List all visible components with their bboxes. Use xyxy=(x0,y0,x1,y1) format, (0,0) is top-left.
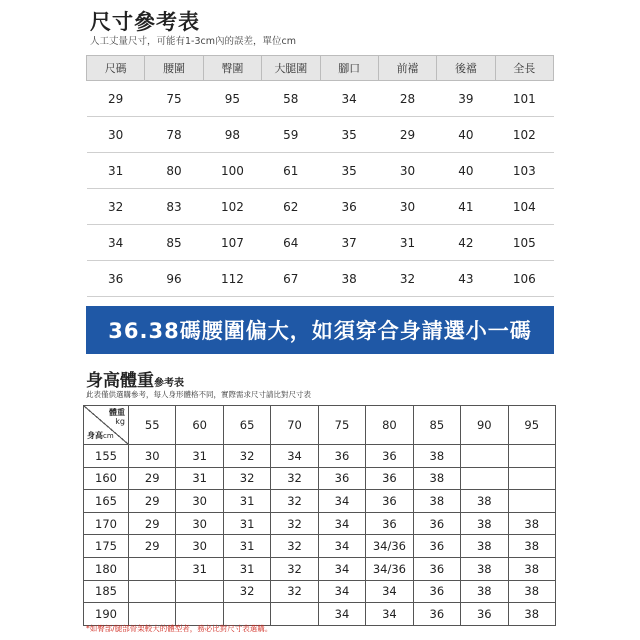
recommended-size-cell: 36 xyxy=(413,512,460,535)
recommended-size-cell: 38 xyxy=(508,603,556,626)
recommended-size-cell: 34 xyxy=(318,535,365,558)
size-cell: 106 xyxy=(495,261,553,297)
weight-column-header: 60 xyxy=(176,406,223,445)
size-cell: 75 xyxy=(145,81,203,117)
fit-footnote: *如臀部/腿部骨架較大的體型者，務必比對尺寸表選購。 xyxy=(86,624,273,633)
height-row xyxy=(84,580,556,603)
height-row-header: 190 xyxy=(84,603,129,626)
size-cell: 103 xyxy=(495,153,553,189)
size-column-header: 後襠 xyxy=(437,56,495,81)
size-row xyxy=(87,189,554,225)
recommended-size-cell: 36 xyxy=(366,467,413,490)
height-row-header: 165 xyxy=(84,490,129,513)
size-cell: 95 xyxy=(203,81,261,117)
size-cell: 41 xyxy=(437,189,495,225)
size-cell: 28 xyxy=(378,81,436,117)
size-cell: 30 xyxy=(87,117,145,153)
weight-column-header: 85 xyxy=(413,406,460,445)
size-cell: 105 xyxy=(495,225,553,261)
size-row xyxy=(87,261,554,297)
recommended-size-cell: 34 xyxy=(318,580,365,603)
size-cell: 35 xyxy=(320,117,378,153)
size-cell: 31 xyxy=(87,153,145,189)
size-chart-table xyxy=(86,55,554,333)
size-cell: 34 xyxy=(87,225,145,261)
recommended-size-cell: 36 xyxy=(318,467,365,490)
size-cell: 98 xyxy=(203,117,261,153)
recommended-size-cell xyxy=(129,580,176,603)
recommended-size-cell: 36 xyxy=(413,603,460,626)
weight-column-header: 55 xyxy=(129,406,176,445)
recommended-size-cell: 38 xyxy=(413,445,460,468)
size-cell: 101 xyxy=(495,81,553,117)
size-cell: 29 xyxy=(87,81,145,117)
recommended-size-cell: 32 xyxy=(271,467,318,490)
height-row-header: 170 xyxy=(84,512,129,535)
size-chart-title: 尺寸參考表 xyxy=(90,10,200,34)
size-column-header: 臀圍 xyxy=(203,56,261,81)
recommended-size-cell: 32 xyxy=(271,535,318,558)
recommended-size-cell: 38 xyxy=(508,512,556,535)
size-cell: 40 xyxy=(437,117,495,153)
recommended-size-cell xyxy=(461,445,508,468)
size-cell: 85 xyxy=(145,225,203,261)
height-row-header: 155 xyxy=(84,445,129,468)
size-cell: 37 xyxy=(320,225,378,261)
recommended-size-cell: 34 xyxy=(366,580,413,603)
size-column-header: 大腿圍 xyxy=(262,56,320,81)
size-cell: 30 xyxy=(378,189,436,225)
height-row xyxy=(84,490,556,513)
recommended-size-cell: 38 xyxy=(508,535,556,558)
recommended-size-cell: 38 xyxy=(461,580,508,603)
recommended-size-cell xyxy=(223,603,270,626)
size-chart-header-row xyxy=(87,56,554,81)
recommended-size-cell: 34 xyxy=(318,512,365,535)
recommended-size-cell: 30 xyxy=(176,535,223,558)
height-weight-title-suffix: 參考表 xyxy=(154,378,184,389)
recommended-size-cell: 32 xyxy=(271,512,318,535)
recommended-size-cell xyxy=(176,580,223,603)
size-cell: 62 xyxy=(262,189,320,225)
recommended-size-cell: 34/36 xyxy=(366,535,413,558)
height-weight-header-row xyxy=(84,406,556,445)
weight-column-header: 90 xyxy=(461,406,508,445)
size-cell: 35 xyxy=(320,153,378,189)
size-cell: 32 xyxy=(378,261,436,297)
recommended-size-cell: 31 xyxy=(223,490,270,513)
recommended-size-cell xyxy=(461,467,508,490)
recommended-size-cell: 32 xyxy=(271,580,318,603)
corner-height-label: 身高cm xyxy=(87,431,114,440)
size-cell: 59 xyxy=(262,117,320,153)
weight-column-header: 80 xyxy=(366,406,413,445)
corner-weight-label: 體重 kg xyxy=(109,408,125,426)
size-column-header: 前襠 xyxy=(378,56,436,81)
recommended-size-cell: 34 xyxy=(318,603,365,626)
size-cell: 43 xyxy=(437,261,495,297)
recommended-size-cell: 38 xyxy=(508,580,556,603)
recommended-size-cell: 29 xyxy=(129,467,176,490)
size-cell: 107 xyxy=(203,225,261,261)
size-cell: 30 xyxy=(378,153,436,189)
size-cell: 38 xyxy=(320,261,378,297)
size-cell: 58 xyxy=(262,81,320,117)
size-cell: 102 xyxy=(495,117,553,153)
size-row xyxy=(87,117,554,153)
size-cell: 36 xyxy=(87,261,145,297)
corner-header-cell xyxy=(84,406,129,445)
height-row xyxy=(84,535,556,558)
recommended-size-cell: 31 xyxy=(223,512,270,535)
size-cell: 83 xyxy=(145,189,203,225)
recommended-size-cell: 38 xyxy=(461,512,508,535)
size-cell: 40 xyxy=(437,153,495,189)
recommended-size-cell: 38 xyxy=(461,535,508,558)
height-row-header: 175 xyxy=(84,535,129,558)
height-weight-subtitle: 此表僅供選購參考，每人身形體格不同，實際需求尺寸請比對尺寸表 xyxy=(86,390,311,399)
recommended-size-cell: 31 xyxy=(176,445,223,468)
size-column-header: 腳口 xyxy=(320,56,378,81)
recommended-size-cell xyxy=(271,603,318,626)
size-cell: 78 xyxy=(145,117,203,153)
recommended-size-cell: 38 xyxy=(413,467,460,490)
size-cell: 100 xyxy=(203,153,261,189)
recommended-size-cell: 32 xyxy=(271,490,318,513)
size-cell: 67 xyxy=(262,261,320,297)
size-column-header: 全長 xyxy=(495,56,553,81)
size-cell: 96 xyxy=(145,261,203,297)
weight-column-header: 70 xyxy=(271,406,318,445)
recommended-size-cell xyxy=(508,490,556,513)
recommended-size-cell: 30 xyxy=(176,512,223,535)
recommended-size-cell: 34/36 xyxy=(366,557,413,580)
height-row xyxy=(84,512,556,535)
recommended-size-cell: 30 xyxy=(129,445,176,468)
recommended-size-cell: 29 xyxy=(129,490,176,513)
recommended-size-cell xyxy=(508,467,556,490)
recommended-size-cell: 31 xyxy=(223,535,270,558)
recommended-size-cell: 36 xyxy=(461,603,508,626)
recommended-size-cell: 29 xyxy=(129,535,176,558)
recommended-size-cell: 38 xyxy=(508,557,556,580)
recommended-size-cell: 32 xyxy=(271,557,318,580)
size-cell: 31 xyxy=(378,225,436,261)
recommended-size-cell: 38 xyxy=(461,490,508,513)
size-row xyxy=(87,81,554,117)
size-cell: 39 xyxy=(437,81,495,117)
size-cell: 36 xyxy=(320,189,378,225)
size-cell: 32 xyxy=(87,189,145,225)
size-cell: 42 xyxy=(437,225,495,261)
height-weight-title-main: 身高體重 xyxy=(86,371,154,391)
size-column-header: 腰圍 xyxy=(145,56,203,81)
height-weight-table xyxy=(83,405,556,626)
recommended-size-cell: 32 xyxy=(223,580,270,603)
recommended-size-cell: 36 xyxy=(413,580,460,603)
recommended-size-cell: 36 xyxy=(366,445,413,468)
size-advice-banner: 36.38碼腰圍偏大，如須穿合身請選小一碼 xyxy=(86,306,554,354)
recommended-size-cell xyxy=(508,445,556,468)
recommended-size-cell: 36 xyxy=(366,512,413,535)
size-cell: 104 xyxy=(495,189,553,225)
weight-column-header: 75 xyxy=(318,406,365,445)
size-cell: 34 xyxy=(320,81,378,117)
recommended-size-cell: 30 xyxy=(176,490,223,513)
recommended-size-cell: 36 xyxy=(366,490,413,513)
size-cell: 61 xyxy=(262,153,320,189)
height-row-header: 185 xyxy=(84,580,129,603)
recommended-size-cell: 36 xyxy=(413,557,460,580)
recommended-size-cell xyxy=(176,603,223,626)
recommended-size-cell: 31 xyxy=(223,557,270,580)
height-row xyxy=(84,445,556,468)
size-cell: 64 xyxy=(262,225,320,261)
recommended-size-cell: 32 xyxy=(223,467,270,490)
recommended-size-cell: 34 xyxy=(318,490,365,513)
recommended-size-cell: 36 xyxy=(413,535,460,558)
size-row xyxy=(87,225,554,261)
recommended-size-cell: 29 xyxy=(129,512,176,535)
recommended-size-cell xyxy=(129,603,176,626)
recommended-size-cell: 38 xyxy=(461,557,508,580)
recommended-size-cell: 34 xyxy=(366,603,413,626)
weight-column-header: 95 xyxy=(508,406,556,445)
recommended-size-cell: 34 xyxy=(271,445,318,468)
size-row xyxy=(87,153,554,189)
size-column-header: 尺碼 xyxy=(87,56,145,81)
recommended-size-cell: 38 xyxy=(413,490,460,513)
recommended-size-cell: 31 xyxy=(176,557,223,580)
height-row-header: 180 xyxy=(84,557,129,580)
size-cell: 112 xyxy=(203,261,261,297)
recommended-size-cell: 34 xyxy=(318,557,365,580)
height-row xyxy=(84,603,556,626)
height-row xyxy=(84,557,556,580)
size-cell: 29 xyxy=(378,117,436,153)
recommended-size-cell xyxy=(129,557,176,580)
recommended-size-cell: 32 xyxy=(223,445,270,468)
height-row xyxy=(84,467,556,490)
size-cell: 80 xyxy=(145,153,203,189)
size-cell: 102 xyxy=(203,189,261,225)
recommended-size-cell: 31 xyxy=(176,467,223,490)
size-chart-subtitle: 人工丈量尺寸，可能有1-3cm內的誤差，單位cm xyxy=(90,36,296,47)
weight-column-header: 65 xyxy=(223,406,270,445)
height-weight-title xyxy=(86,366,184,391)
recommended-size-cell: 36 xyxy=(318,445,365,468)
height-row-header: 160 xyxy=(84,467,129,490)
